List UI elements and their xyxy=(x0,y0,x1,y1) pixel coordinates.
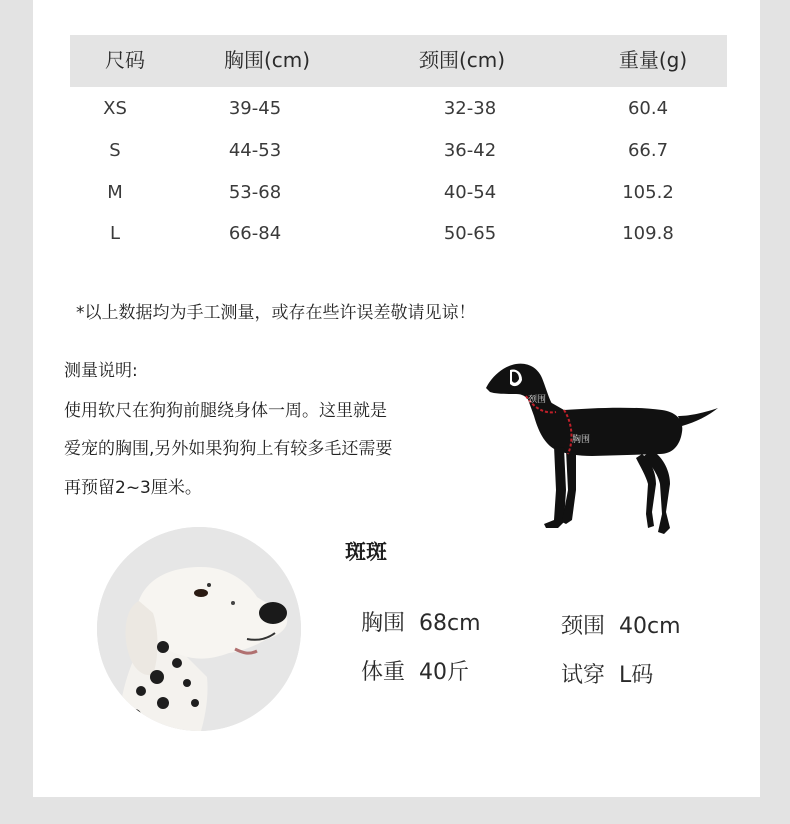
table-cell: 50-65 xyxy=(443,223,497,244)
table-cell: 66-84 xyxy=(228,223,282,244)
spec-value: 40cm xyxy=(619,614,681,639)
measurement-note: *以上数据均为手工测量，或存在些许误差敬请见谅！ xyxy=(76,303,476,323)
measure-line: 使用软尺在狗狗前腿绕身体一周。这里就是 xyxy=(64,401,387,421)
spec-value: 40斤 xyxy=(419,660,470,685)
table-cell: 53-68 xyxy=(228,182,282,203)
table-cell: L xyxy=(109,223,121,244)
header-weight: 重量(g) xyxy=(618,48,688,72)
table-cell: M xyxy=(107,182,123,203)
table-cell: 105.2 xyxy=(622,182,674,203)
spec-label: 颈围 xyxy=(561,614,606,639)
spec-weight xyxy=(361,655,469,686)
spec-value: L码 xyxy=(619,663,654,688)
spec-label: 试穿 xyxy=(561,663,606,688)
dog-measure-diagram xyxy=(482,350,722,545)
header-neck: 颈围(cm) xyxy=(418,48,506,72)
table-cell: 60.4 xyxy=(627,98,669,119)
table-cell: 44-53 xyxy=(228,140,282,161)
spec-label: 体重 xyxy=(361,660,406,685)
header-size: 尺码 xyxy=(105,48,145,72)
table-cell: XS xyxy=(103,98,127,119)
header-chest: 胸围(cm) xyxy=(223,48,311,72)
spec-chest xyxy=(361,606,481,637)
table-cell: 36-42 xyxy=(443,140,497,161)
measure-title: 测量说明: xyxy=(64,361,138,381)
table-cell: 39-45 xyxy=(228,98,282,119)
measure-line: 爱宠的胸围,另外如果狗狗上有较多毛还需要 xyxy=(64,439,393,459)
model-name: 斑斑 xyxy=(345,540,387,564)
spec-label: 胸围 xyxy=(361,611,406,636)
table-cell: S xyxy=(109,140,121,161)
table-cell: 109.8 xyxy=(622,223,674,244)
measure-line: 再预留2~3厘米。 xyxy=(64,478,202,498)
spec-neck xyxy=(561,609,681,640)
table-cell: 32-38 xyxy=(443,98,497,119)
chest-label: 胸围 xyxy=(572,435,591,445)
table-cell: 40-54 xyxy=(443,182,497,203)
spec-value: 68cm xyxy=(419,611,481,636)
table-cell: 66.7 xyxy=(627,140,669,161)
dalmatian-photo xyxy=(97,527,301,731)
neck-label: 颈围 xyxy=(528,395,547,405)
spec-fit-size xyxy=(561,658,653,689)
